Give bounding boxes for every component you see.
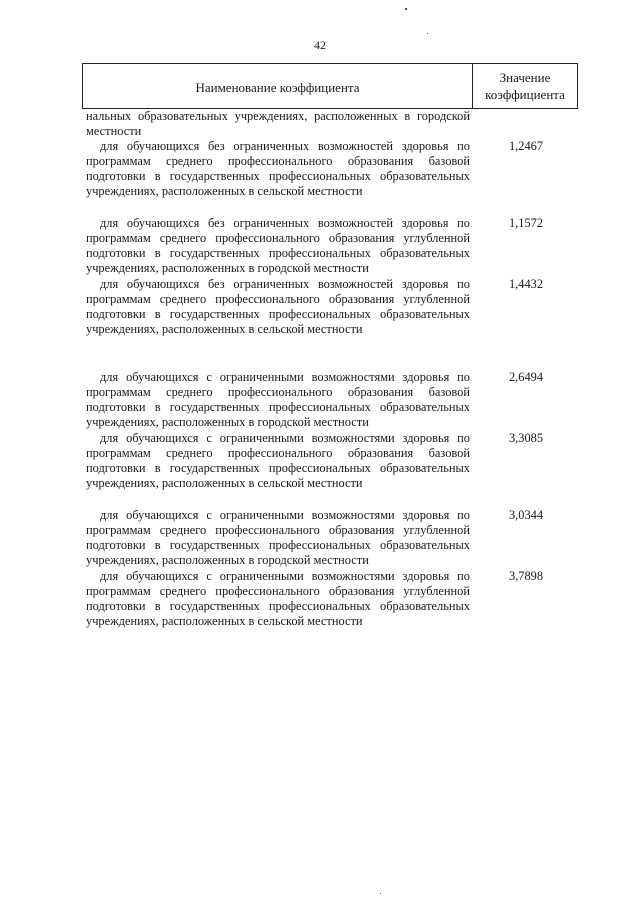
- scan-speck: [380, 893, 381, 894]
- scan-speck: [427, 33, 428, 34]
- row-value: 3,0344: [508, 508, 544, 522]
- table-row: [86, 216, 578, 276]
- row-description: для обучающихся без ограниченных возможностей здоровья по программам среднего профессионального образования углубленной подготовки в государственных профессиональных образовательных учреждениях, расположенных в городской местности: [86, 216, 470, 275]
- header-value-line2: коэффициента: [485, 87, 565, 102]
- table-row: [86, 569, 578, 629]
- table-body: [86, 109, 578, 629]
- row-description: для обучающихся с ограниченными возможностями здоровья по программам среднего профессионального образования углубленной подготовки в государственных профессиональных образовательных учреждениях, расположенных в городской местности: [86, 508, 470, 567]
- table-header: [82, 63, 578, 109]
- table-row: [86, 139, 578, 199]
- row-description: для обучающихся без ограниченных возможностей здоровья по программам среднего профессионального образования углубленной подготовки в государственных профессиональных образовательных учреждениях, расположенных в сельской местности: [86, 277, 470, 336]
- table-row: [86, 370, 578, 430]
- row-value: 1,1572: [508, 216, 544, 230]
- row-description: для обучающихся с ограниченными возможностями здоровья по программам среднего профессионального образования базовой подготовки в государственных профессиональных образовательных учреждениях, расположенных в городской местности: [86, 370, 470, 429]
- page-number: 42: [314, 38, 326, 52]
- table-row: [86, 508, 578, 568]
- row-value: 1,2467: [508, 139, 544, 153]
- header-name-column: Наименование коэффициента: [83, 64, 473, 108]
- row-value: 3,3085: [508, 431, 544, 445]
- header-value-column: [473, 64, 577, 108]
- row-value: 3,7898: [508, 569, 544, 583]
- row-description: для обучающихся с ограниченными возможностями здоровья по программам среднего профессионального образования углубленной подготовки в государственных профессиональных образовательных учреждениях, расположенных в сельской местности: [86, 569, 470, 628]
- table-row: [86, 277, 578, 337]
- row-description: для обучающихся без ограниченных возможностей здоровья по программам среднего профессионального образования базовой подготовки в государственных профессиональных образовательных учреждениях, расположенных в сельской местности: [86, 139, 470, 198]
- row-value: 1,4432: [508, 277, 544, 291]
- row-value: 2,6494: [508, 370, 544, 384]
- header-value-line1: Значение: [499, 70, 551, 85]
- continuation-text: нальных образовательных учреждениях, расположенных в городской местности: [86, 109, 470, 138]
- scan-speck: [405, 8, 407, 10]
- table-row: [86, 431, 578, 491]
- row-description: для обучающихся с ограниченными возможностями здоровья по программам среднего профессионального образования базовой подготовки в государственных профессиональных образовательных учреждениях, расположенных в сельской местности: [86, 431, 470, 490]
